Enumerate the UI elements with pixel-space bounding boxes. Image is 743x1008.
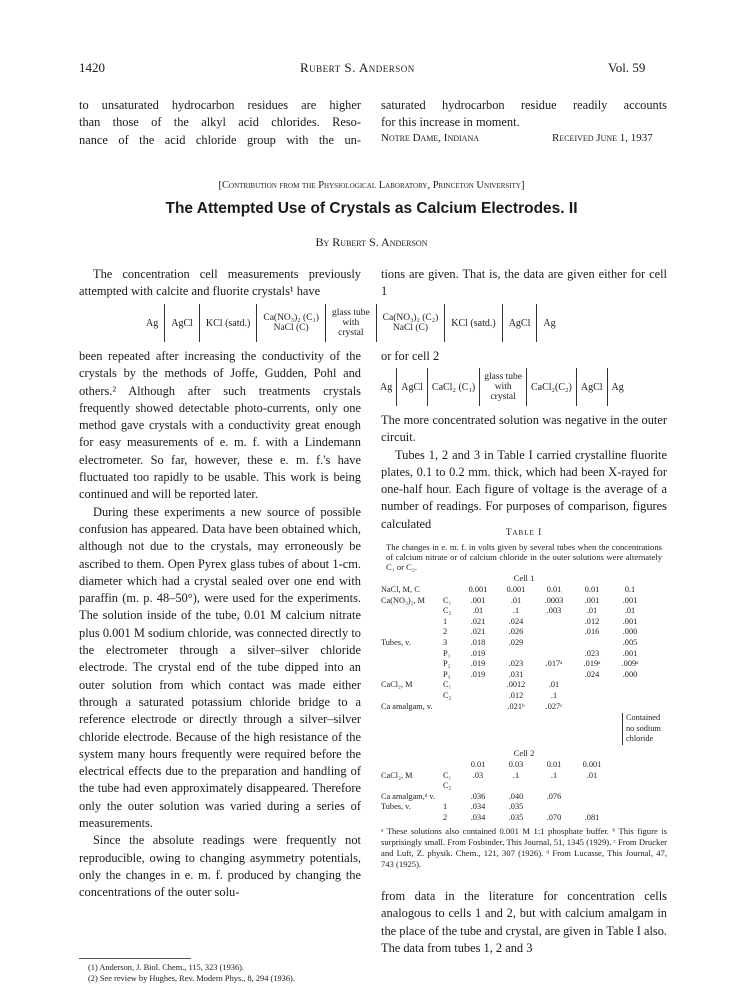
row-label bbox=[379, 617, 441, 628]
table-cell bbox=[459, 702, 497, 713]
table-cell bbox=[497, 781, 535, 792]
row-label: NaCl, M, C bbox=[381, 585, 420, 594]
right-column-body bbox=[381, 412, 667, 533]
row-sublabel: P₃ bbox=[443, 669, 451, 679]
table-row bbox=[379, 802, 611, 813]
row-sublabel: 1 bbox=[443, 802, 448, 812]
table-row bbox=[379, 771, 611, 782]
table-row bbox=[379, 781, 611, 792]
note-line: Contained bbox=[626, 713, 661, 722]
note-line: no sodium bbox=[626, 723, 661, 733]
table-row bbox=[379, 670, 649, 681]
table-cell bbox=[573, 702, 611, 713]
table-cell: .001 bbox=[622, 616, 638, 626]
table-cell: .01 bbox=[586, 606, 598, 616]
table-cell bbox=[459, 691, 497, 702]
row-sublabel bbox=[441, 585, 459, 596]
table-label: Table I bbox=[505, 528, 543, 538]
cell-glass-tube bbox=[326, 304, 377, 342]
paragraph: Tubes 1, 2 and 3 in Table I carried crystalline fluorite plates, 0.1 to 0.2 mm. thick, which had been X-rayed for one-half hour. Each figure of voltage is the average of a number of readings. For purposes of comparison, figures calculated bbox=[381, 447, 667, 531]
contribution-line: [Contribution from the Physiological Laboratory, Princeton University] bbox=[218, 180, 525, 191]
cell-cacl2-1: CaCl₂ (C₁) bbox=[428, 368, 480, 406]
table-row bbox=[379, 638, 649, 649]
paragraph: The more concentrated solution was negative in the outer circuit. bbox=[381, 413, 667, 445]
table-cell: .035 bbox=[508, 802, 524, 812]
row-sublabel: P₁ bbox=[443, 648, 451, 658]
row-sublabel: 2 bbox=[443, 812, 448, 822]
right-para-1 bbox=[381, 266, 667, 301]
table-cell bbox=[573, 691, 611, 702]
solution-bottom: NaCl (C) bbox=[392, 323, 428, 333]
table-cell: .024 bbox=[508, 616, 524, 626]
paragraph: During these experiments a new source of possible confusion has appeared. Data have been obtained which, although not due to the crystals, may erroneously be ascribed to them. Open Pyrex glass tubes of about 1-cm. diameter which had a crystal sealed over one end with paraffin (m. p. 48–50°), were used for the experiments. The solution inside of the tube, 0.01 M calcium nitrate plus 0.001 M sodium chloride, was connected directly to the electrometer through a silver–silver chloride electrode. The crystal end of the tube dipped into an outer solution from which contact was made either through a saturated potassium chloride bridge to a reference electrode or directly through a silver–silver chloride electrode. Because of the high resistance of the system many hours frequently were required before the electrical effects due to the preparation and handling of the tube had even approximately disappeared. Therefore only the outer solution was varied during a series of measurements. bbox=[79, 504, 361, 831]
paragraph: from data in the literature for concentration cells analogous to cells 1 and 2, but with calcium amalgam in the place of the tube and crystal, are given in Table I also. The data from tubes 1, 2 and 3 bbox=[381, 889, 667, 955]
table-cell: .034 bbox=[470, 802, 486, 812]
cell-ag: Ag bbox=[543, 317, 556, 329]
row-label bbox=[379, 760, 441, 771]
table-cell: .000 bbox=[622, 627, 638, 637]
paragraph: tions are given. That is, the data are given either for cell 1 bbox=[381, 267, 667, 299]
table-cell-2 bbox=[379, 760, 611, 824]
row-sublabel bbox=[441, 760, 459, 771]
table-cell: .1 bbox=[550, 690, 558, 700]
table-cell: .023 bbox=[508, 659, 524, 669]
row-label: Tubes, v. bbox=[381, 802, 411, 812]
table-cell: .01 bbox=[548, 680, 560, 690]
table-cell: .031 bbox=[508, 669, 524, 679]
row-sublabel: 1 bbox=[443, 616, 448, 626]
table-cell: .040 bbox=[508, 791, 524, 801]
row-label bbox=[379, 649, 441, 660]
table-row bbox=[379, 649, 649, 660]
table-cell bbox=[573, 680, 611, 691]
row-label bbox=[379, 813, 441, 824]
table-cell: .023 bbox=[584, 648, 600, 658]
table-cell: .01 bbox=[624, 606, 636, 616]
left-column-body bbox=[79, 348, 361, 902]
table-cell: .021 bbox=[470, 616, 486, 626]
table-cell: .019 bbox=[470, 659, 486, 669]
cell-1-heading: Cell 1 bbox=[513, 573, 535, 583]
row-label: Ca amalgam, v. bbox=[381, 701, 433, 711]
table-cell: .034 bbox=[470, 812, 486, 822]
right-para-last bbox=[381, 888, 667, 957]
table-cell bbox=[611, 702, 649, 713]
solution-top: Ca(NO₃)₂ (C₁) bbox=[263, 313, 319, 323]
article-title: The Attempted Use of Crystals as Calcium Electrodes. II bbox=[165, 200, 578, 217]
affiliation: Notre Dame, Indiana bbox=[381, 132, 480, 144]
row-label bbox=[379, 606, 441, 617]
cell-agcl: AgCl bbox=[503, 304, 538, 342]
table-cell bbox=[573, 802, 611, 813]
row-sublabel bbox=[441, 792, 459, 803]
table-cell: .081 bbox=[584, 812, 600, 822]
table-row bbox=[379, 702, 649, 713]
text-line: than those of the alkyl acid chlorides. Reso- bbox=[79, 115, 361, 130]
table-row bbox=[379, 617, 649, 628]
paragraph: been repeated after increasing the conductivity of the crystals by the methods of Joffe, Gudden, Pohl and others.² Although after such treatments crystals frequently showed detectable photo-currents, only one method gave crystals with a conductivity great enough for easy measurements of e. m. f. with a Lindemann electrometer. So far, however, these e. m. f.'s have fluctuated too rapidly to be usable. This work is being continued and will be reported later. bbox=[79, 349, 361, 502]
row-sublabel: 2 bbox=[443, 627, 448, 637]
table-cell: .070 bbox=[546, 812, 562, 822]
row-label bbox=[379, 659, 441, 670]
table-cell bbox=[611, 680, 649, 691]
row-sublabel: C₁ bbox=[443, 595, 452, 605]
table-cell bbox=[535, 617, 573, 628]
table-cell: .001 bbox=[622, 595, 638, 605]
table-cell bbox=[535, 670, 573, 681]
contained-note bbox=[622, 713, 661, 745]
page-number: 1420 bbox=[79, 60, 105, 75]
table-cell bbox=[497, 649, 535, 660]
glass-top: glass tube bbox=[484, 372, 522, 382]
text-line: to unsaturated hydrocarbon residues are higher bbox=[79, 98, 361, 112]
row-label bbox=[379, 670, 441, 681]
row-sublabel: C₁ bbox=[443, 770, 452, 780]
table-cell: .017ᵃ bbox=[545, 659, 563, 669]
cell-2-heading: Cell 2 bbox=[513, 748, 535, 758]
right-para-2 bbox=[381, 348, 667, 365]
table-cell: .009ᵃ bbox=[621, 659, 639, 669]
table-cell: .035 bbox=[508, 812, 524, 822]
table-cell: .029 bbox=[508, 637, 524, 647]
table-cell: .019 bbox=[470, 669, 486, 679]
table-cell: .1 bbox=[550, 770, 558, 780]
paragraph: or for cell 2 bbox=[381, 349, 440, 363]
prev-article-left bbox=[79, 97, 361, 149]
note-line: chloride bbox=[626, 734, 654, 744]
table-row bbox=[379, 680, 649, 691]
row-sublabel: C₂ bbox=[443, 606, 452, 616]
table-cell bbox=[535, 649, 573, 660]
table-cell: 0.01 bbox=[470, 760, 486, 769]
table-cell: .003 bbox=[546, 606, 562, 616]
cell-kcl: KCl (satd.) bbox=[200, 304, 257, 342]
table-cell: .026 bbox=[508, 627, 524, 637]
table-cell: .01 bbox=[472, 606, 484, 616]
glass-top: glass tube bbox=[331, 308, 370, 318]
glass-bottom: crystal bbox=[338, 328, 364, 338]
received-date: Received June 1, 1937 bbox=[552, 132, 653, 144]
row-sublabel: C₁ bbox=[443, 680, 452, 690]
table-cell: 0.1 bbox=[624, 585, 636, 594]
byline: By Rubert S. Anderson bbox=[315, 235, 428, 249]
table-cell: .012 bbox=[584, 616, 600, 626]
table-cell: 0.01 bbox=[584, 585, 600, 594]
footnotes bbox=[88, 963, 360, 984]
row-label bbox=[379, 691, 441, 702]
table-cell bbox=[573, 638, 611, 649]
footnote: (2) See review by Hughes, Rev. Modern Phys., 8, 294 (1936). bbox=[88, 973, 295, 983]
table-cell: .012 bbox=[508, 690, 524, 700]
cell-cacl2-2: CaCl₂(C₂) bbox=[527, 368, 577, 406]
cell-agcl: AgCl bbox=[397, 368, 428, 406]
cell-agcl: AgCl bbox=[577, 368, 608, 406]
footnote: (1) Anderson, J. Biol. Chem., 115, 323 (1936). bbox=[88, 963, 245, 972]
glass-mid: with bbox=[494, 382, 512, 392]
table-cell: .019 bbox=[470, 648, 486, 658]
row-sublabel: 3 bbox=[443, 637, 448, 647]
prev-article-right bbox=[381, 97, 667, 132]
glass-bottom: crystal bbox=[490, 392, 516, 402]
left-para-1 bbox=[79, 266, 361, 301]
table-cell: .1 bbox=[512, 606, 520, 616]
table-row bbox=[379, 606, 649, 617]
row-sublabel bbox=[441, 702, 459, 713]
volume-number: Vol. 59 bbox=[608, 60, 646, 75]
text-line: for this increase in moment. bbox=[381, 115, 520, 130]
solution-top: Ca(NO₃)₂ (C₂) bbox=[382, 313, 439, 323]
row-label: CaCl₂, M bbox=[381, 770, 413, 780]
table-cell bbox=[535, 627, 573, 638]
table-cell: .000 bbox=[622, 669, 638, 679]
text-line: saturated hydrocarbon residue readily accounts bbox=[381, 98, 667, 112]
table-row bbox=[379, 627, 649, 638]
table-cell bbox=[459, 680, 497, 691]
cell-ag: Ag bbox=[376, 368, 397, 406]
table-cell: 0.03 bbox=[508, 760, 524, 769]
table-row bbox=[379, 760, 611, 771]
table-cell: .01 bbox=[586, 770, 598, 780]
row-sublabel: P₂ bbox=[443, 659, 451, 669]
row-sublabel: C₂ bbox=[443, 781, 452, 791]
table-cell bbox=[611, 691, 649, 702]
table-row bbox=[379, 691, 649, 702]
table-cell: 0.001 bbox=[582, 760, 602, 769]
table-cell: .018 bbox=[470, 637, 486, 647]
running-author: Rubert S. Anderson bbox=[300, 60, 415, 75]
table-cell: 0.001 bbox=[468, 585, 488, 594]
table-cell: .001 bbox=[470, 595, 486, 605]
table-cell: .016 bbox=[584, 627, 600, 637]
table-cell: .005 bbox=[622, 637, 638, 647]
table-cell bbox=[535, 781, 573, 792]
table-notes: ᵃ These solutions also contained 0.001 M 1:1 phosphate buffer. ᵇ This figure is surprisingly small. From Fosbinder, This Journal, 51, 1345 (1929). ᶜ From Drucker and Luft, Z. physik. Chem., 121, 307 (1926). ᵈ From Lucasse, This Journal, 47, 743 (1925). bbox=[381, 826, 667, 869]
cell-glass-tube bbox=[480, 368, 527, 406]
cell-2-diagram bbox=[376, 368, 628, 406]
solution-bottom: NaCl (C) bbox=[273, 323, 309, 333]
table-cell: .036 bbox=[470, 791, 486, 801]
table-row bbox=[379, 596, 649, 607]
table-cell: 0.01 bbox=[546, 760, 562, 769]
cell-solution-1 bbox=[257, 304, 326, 342]
table-cell bbox=[573, 781, 611, 792]
glass-mid: with bbox=[342, 318, 360, 328]
table-cell bbox=[573, 792, 611, 803]
cell-kcl: KCl (satd.) bbox=[445, 304, 502, 342]
cell-1-diagram bbox=[140, 304, 562, 342]
paragraph: The concentration cell measurements previously attempted with calcite and fluorite crystals¹ have bbox=[79, 267, 361, 299]
table-row bbox=[379, 585, 649, 596]
row-label: Ca amalgam,ᵈ v. bbox=[381, 791, 436, 801]
table-cell: .027ᶜ bbox=[545, 701, 563, 711]
table-cell: .0012 bbox=[506, 680, 526, 690]
paragraph: Since the absolute readings were frequently not reproducible, owing to changing asymmetry potentials, only the changes in e. m. f. produced by changing the concentrations of the outer solu- bbox=[79, 833, 361, 900]
table-cell: .03 bbox=[472, 770, 484, 780]
cell-solution-2 bbox=[377, 304, 446, 342]
table-cell: .001 bbox=[584, 595, 600, 605]
cell-ag: Ag bbox=[140, 304, 165, 342]
table-caption: The changes in e. m. f. in volts given by several tubes when the concentrations of calcium nitrate or of calcium chloride in the outer solutions were alternately C₁ or C₂. bbox=[386, 542, 662, 573]
table-cell: 0.01 bbox=[546, 585, 562, 594]
row-label: Ca(NO₃)₂, M bbox=[381, 595, 426, 605]
table-cell: .021ᵇ bbox=[507, 701, 525, 711]
table-row bbox=[379, 659, 649, 670]
footnote-rule bbox=[79, 958, 191, 959]
table-cell: .021 bbox=[470, 627, 486, 637]
table-cell: 0.001 bbox=[506, 585, 526, 594]
text-line: nance of the acid chloride group with the un- bbox=[79, 132, 361, 147]
table-row bbox=[379, 792, 611, 803]
row-sublabel: C₂ bbox=[443, 690, 452, 700]
row-label: CaCl₂, M bbox=[381, 680, 413, 690]
row-label: Tubes, v. bbox=[381, 637, 411, 647]
table-cell: .024 bbox=[584, 669, 600, 679]
table-cell-1 bbox=[379, 585, 649, 712]
row-label bbox=[379, 781, 441, 792]
cell-ag: Ag bbox=[611, 381, 624, 393]
table-cell: .076 bbox=[546, 791, 562, 801]
table-cell: .001 bbox=[622, 648, 638, 658]
table-cell: .1 bbox=[512, 770, 520, 780]
table-cell bbox=[535, 638, 573, 649]
cell-agcl: AgCl bbox=[165, 304, 200, 342]
table-cell: .0003 bbox=[544, 595, 564, 605]
table-cell: .019ᵃ bbox=[583, 659, 601, 669]
table-cell: .01 bbox=[510, 595, 522, 605]
table-row bbox=[379, 813, 611, 824]
table-cell bbox=[535, 802, 573, 813]
table-cell bbox=[459, 781, 497, 792]
row-label bbox=[379, 627, 441, 638]
